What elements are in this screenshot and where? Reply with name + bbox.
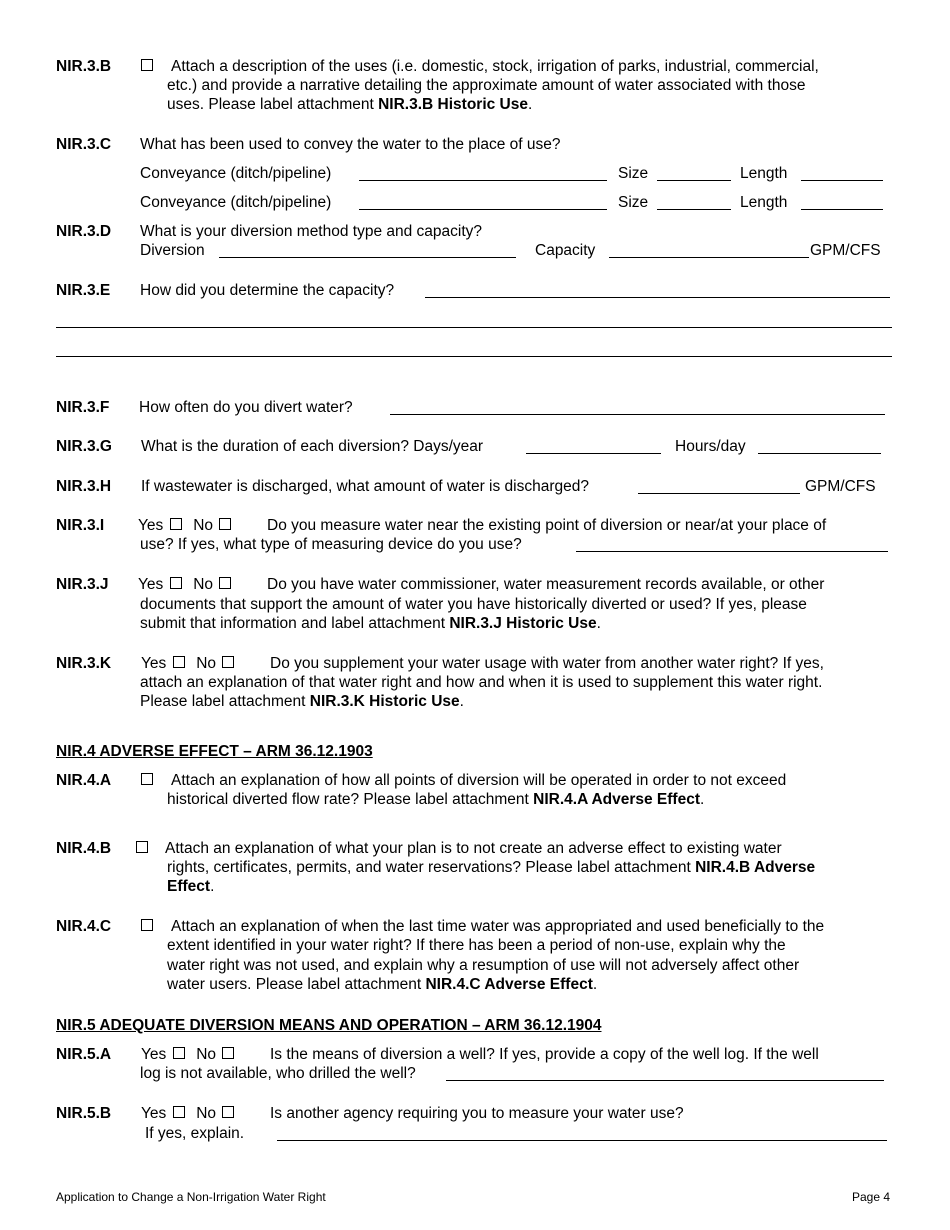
length-input-1[interactable] [801, 180, 883, 181]
section-4-heading: NIR.4 ADVERSE EFFECT – ARM 36.12.1903 [56, 743, 373, 760]
nir4a-line2: historical diverted flow rate? Please label attachment NIR.4.A Adverse Effect. [167, 791, 705, 808]
section-5-heading: NIR.5 ADEQUATE DIVERSION MEANS AND OPERATION – ARM 36.12.1904 [56, 1017, 602, 1034]
diversion-label: Diversion [140, 242, 205, 259]
measuring-device-input[interactable] [576, 551, 888, 552]
nir3g-label: NIR.3.G [56, 438, 112, 455]
nir5b-line2: If yes, explain. [145, 1125, 245, 1142]
nir4a-line1: Attach an explanation of how all points of diversion will be operated in order to not exceed [171, 772, 787, 789]
wastewater-unit: GPM/CFS [805, 478, 876, 495]
nir3c-question: What has been used to convey the water to the place of use? [140, 136, 561, 153]
nir3j-no-checkbox[interactable] [219, 577, 231, 589]
divert-frequency-input[interactable] [390, 414, 885, 415]
nir3j-line2: documents that support the amount of water you have historically diverted or used? If yes, please [140, 596, 807, 613]
length-label-1: Length [740, 165, 788, 182]
length-input-2[interactable] [801, 209, 883, 210]
nir4b-line3: Effect. [167, 878, 215, 895]
size-label-1: Size [618, 165, 649, 182]
nir3b-label: NIR.3.B [56, 58, 112, 75]
size-input-2[interactable] [657, 209, 731, 210]
nir5b-line1: Is another agency requiring you to measure your water use? [270, 1105, 684, 1122]
nir4c-line1: Attach an explanation of when the last time water was appropriated and used beneficially to the [171, 918, 825, 935]
nir4c-label: NIR.4.C [56, 918, 112, 935]
nir5a-line2: log is not available, who drilled the well? [140, 1065, 416, 1082]
well-driller-input[interactable] [446, 1080, 884, 1081]
nir3b-line1: Attach a description of the uses (i.e. domestic, stock, irrigation of parks, industrial, commercial, [171, 58, 819, 75]
capacity-method-line-2[interactable] [56, 327, 892, 328]
conveyance-input-1[interactable] [359, 180, 607, 181]
nir5a-yes-checkbox[interactable] [173, 1047, 185, 1059]
nir5b-yes-checkbox[interactable] [173, 1106, 185, 1118]
nir3k-no-checkbox[interactable] [222, 656, 234, 668]
nir5a-label: NIR.5.A [56, 1046, 112, 1063]
nir3k-line2: attach an explanation of that water right and how and when it is used to supplement this water right. [140, 674, 823, 691]
wastewater-input[interactable] [638, 493, 800, 494]
nir3g-question: What is the duration of each diversion? Days/year [141, 438, 484, 455]
nir5b-label: NIR.5.B [56, 1105, 112, 1122]
conveyance-input-2[interactable] [359, 209, 607, 210]
nir3i-line1: Do you measure water near the existing point of diversion or near/at your place of [267, 517, 827, 534]
diversion-input[interactable] [219, 257, 516, 258]
nir3k-line1: Do you supplement your water usage with water from another water right? If yes, [270, 655, 824, 672]
nir3e-question: How did you determine the capacity? [140, 282, 395, 299]
nir3j-line1: Do you have water commissioner, water measurement records available, or other [267, 576, 825, 593]
nir3j-yes-no[interactable]: Yes No [138, 575, 234, 595]
nir3h-label: NIR.3.H [56, 478, 112, 495]
nir3j-label: NIR.3.J [56, 576, 109, 593]
nir3i-line2: use? If yes, what type of measuring device do you use? [140, 536, 522, 553]
nir3f-label: NIR.3.F [56, 399, 110, 416]
nir3b-line2: etc.) and provide a narrative detailing the approximate amount of water associated with those [167, 77, 806, 94]
nir3i-yes-no[interactable]: Yes No [138, 516, 234, 536]
footer-title: Application to Change a Non-Irrigation Water Right [56, 1190, 326, 1204]
hours-per-day-input[interactable] [758, 453, 881, 454]
nir4c-checkbox[interactable] [139, 917, 156, 937]
nir4c-line4: water users. Please label attachment NIR.4.C Adverse Effect. [167, 976, 598, 993]
size-label-2: Size [618, 194, 649, 211]
nir3f-question: How often do you divert water? [139, 399, 353, 416]
nir4b-line2: rights, certificates, permits, and water reservations? Please label attachment NIR.4.B Adverse [167, 859, 816, 876]
nir4a-checkbox[interactable] [139, 771, 156, 791]
nir3i-yes-checkbox[interactable] [170, 518, 182, 530]
nir3i-no-checkbox[interactable] [219, 518, 231, 530]
days-per-year-input[interactable] [526, 453, 661, 454]
nir5b-no-checkbox[interactable] [222, 1106, 234, 1118]
hours-label: Hours/day [675, 438, 746, 455]
length-label-2: Length [740, 194, 788, 211]
nir3i-label: NIR.3.I [56, 517, 105, 534]
nir3c-label: NIR.3.C [56, 136, 112, 153]
conveyance-label-1: Conveyance (ditch/pipeline) [140, 165, 332, 182]
nir5a-line1: Is the means of diversion a well? If yes, provide a copy of the well log. If the well [270, 1046, 819, 1063]
conveyance-label-2: Conveyance (ditch/pipeline) [140, 194, 332, 211]
nir3k-yes-checkbox[interactable] [173, 656, 185, 668]
capacity-method-input[interactable] [425, 297, 890, 298]
nir3d-label: NIR.3.D [56, 223, 112, 240]
nir4b-checkbox[interactable] [134, 839, 151, 859]
nir3e-label: NIR.3.E [56, 282, 111, 299]
nir3j-line3: submit that information and label attachment NIR.3.J Historic Use. [140, 615, 601, 632]
capacity-unit: GPM/CFS [810, 242, 881, 259]
agency-explain-input[interactable] [277, 1140, 887, 1141]
nir3k-label: NIR.3.K [56, 655, 112, 672]
nir3b-line3: uses. Please label attachment NIR.3.B Historic Use. [167, 96, 533, 113]
nir4c-line3: water right was not used, and explain why a resumption of use will not adversely affect other [167, 957, 800, 974]
capacity-input[interactable] [609, 257, 809, 258]
nir5a-yes-no[interactable]: Yes No [141, 1045, 237, 1065]
nir5b-yes-no[interactable]: Yes No [141, 1104, 237, 1124]
nir4b-line1: Attach an explanation of what your plan is to not create an adverse effect to existing water [165, 840, 782, 857]
nir4b-label: NIR.4.B [56, 840, 112, 857]
nir4c-line2: extent identified in your water right? If there has been a period of non-use, explain why the [167, 937, 786, 954]
capacity-method-line-3[interactable] [56, 356, 892, 357]
size-input-1[interactable] [657, 180, 731, 181]
nir4a-label: NIR.4.A [56, 772, 112, 789]
page-number: Page 4 [852, 1190, 891, 1204]
nir3d-question: What is your diversion method type and capacity? [140, 223, 483, 240]
nir3j-yes-checkbox[interactable] [170, 577, 182, 589]
nir5a-no-checkbox[interactable] [222, 1047, 234, 1059]
nir3k-yes-no[interactable]: Yes No [141, 654, 237, 674]
nir3h-question: If wastewater is discharged, what amount of water is discharged? [141, 478, 590, 495]
nir3b-checkbox[interactable] [139, 57, 156, 77]
capacity-label: Capacity [535, 242, 596, 259]
nir3k-line3: Please label attachment NIR.3.K Historic Use. [140, 693, 464, 710]
